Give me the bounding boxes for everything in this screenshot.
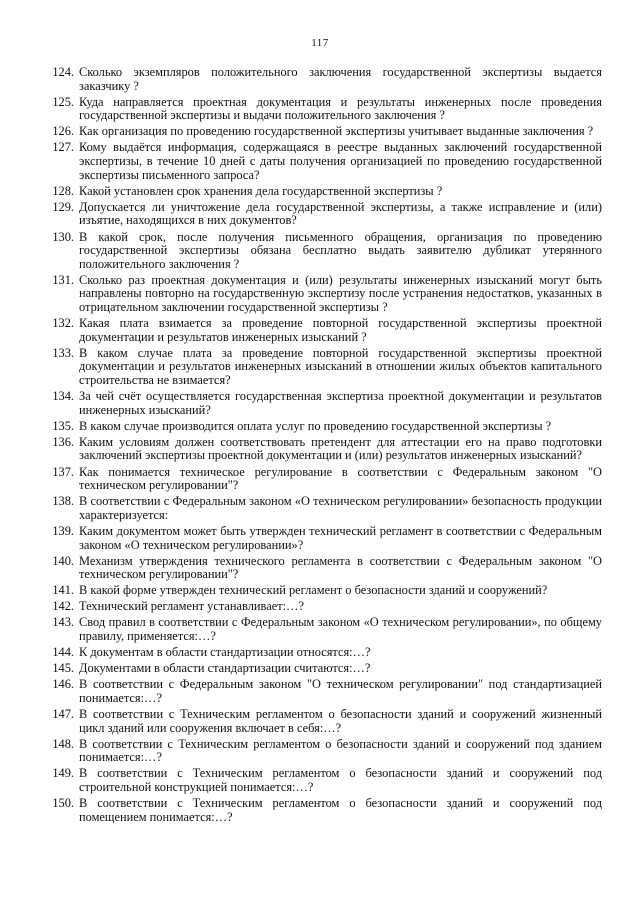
question-number: 135. — [52, 418, 74, 433]
question-number: 139. — [52, 523, 74, 538]
question-number: 147. — [52, 707, 74, 722]
question-text: К документам в области стандартизации относятся:…? — [79, 645, 371, 660]
question-number: 150. — [52, 796, 74, 811]
question-text: В какой форме утвержден технический регламент о безопасности зданий и сооружений? — [79, 583, 548, 598]
question-item — [36, 466, 602, 493]
question-text: Технический регламент устанавливает:…? — [79, 599, 304, 614]
question-item — [36, 125, 602, 139]
question-number: 131. — [52, 272, 74, 287]
question-item — [36, 525, 602, 552]
question-number: 148. — [52, 736, 74, 751]
question-item — [36, 347, 602, 388]
question-item — [36, 66, 602, 93]
page-number: 117 — [311, 37, 329, 49]
question-item — [36, 678, 602, 705]
question-number: 143. — [52, 615, 74, 630]
question-text: В соответствии с Федеральным законом "О техническом регулировании" под стандартизацией понимается:…? — [79, 677, 602, 705]
question-item — [36, 390, 602, 417]
question-item — [36, 274, 602, 315]
question-text: Допускается ли уничтожение дела государственной экспертизы, а также исправление и (или) изъятие, находящихся в них документов? — [79, 199, 602, 228]
question-text: Кому выдаётся информация, содержащаяся в реестре выданных заключений государственной экспертизы, в течение 10 дней с даты получения организацией по проведению государственной экспертизы письменного запроса? — [79, 140, 602, 182]
question-item — [36, 231, 602, 272]
question-item — [36, 767, 602, 794]
question-text: Механизм утверждения технического регламента в соответствии с Федеральным законом "О техническом регулировании"? — [79, 553, 602, 582]
question-number: 129. — [52, 199, 74, 214]
question-number: 144. — [52, 645, 74, 660]
question-list — [36, 66, 602, 827]
question-text: В соответствии с Техническим регламентом о безопасности зданий и сооружений жизненный цикл зданий или сооружения включает в себя:…? — [79, 707, 602, 735]
question-text: Как понимается техническое регулирование в соответствии с Федеральным законом "О техническом регулировании"? — [79, 464, 602, 493]
question-text: В каком случае плата за проведение повторной государственной экспертизы проектной документации и результатов инженерных изысканий в отношении жилых объектов капитального строительства не взимается? — [79, 345, 602, 387]
question-text: Документами в области стандартизации считаются:…? — [79, 661, 371, 676]
question-item — [36, 662, 602, 676]
question-number: 146. — [52, 677, 74, 692]
question-item — [36, 96, 602, 123]
question-text: В каком случае производится оплата услуг по проведению государственной экспертизы ? — [79, 418, 552, 433]
question-item — [36, 495, 602, 522]
question-text: В какой срок, после получения письменного обращения, организация по проведению государственной экспертизы обязана бесплатно выдать заявителю дубликат утерянного положительного заключения ? — [79, 229, 602, 271]
question-text: Сколько раз проектная документация и (или) результаты инженерных изысканий могут быть направлены повторно на государственную экспертизу после устранения недостатков, указанных в отрицательном заключении государственной экспертизы ? — [79, 272, 602, 314]
question-number: 136. — [52, 434, 74, 449]
question-item — [36, 708, 602, 735]
question-text: Как организация по проведению государственной экспертизы учитывает выданные заключения ? — [79, 124, 594, 139]
question-item — [36, 584, 602, 598]
question-text: В соответствии с Техническим регламентом о безопасности зданий и сооружений под строительной конструкцией понимается:…? — [79, 766, 602, 794]
question-number: 134. — [52, 389, 74, 404]
question-number: 142. — [52, 599, 74, 614]
question-number: 128. — [52, 183, 74, 198]
question-number: 138. — [52, 494, 74, 509]
question-number: 140. — [52, 553, 74, 568]
question-number: 145. — [52, 661, 74, 676]
question-number: 133. — [52, 345, 74, 360]
question-number: 132. — [52, 316, 74, 331]
question-number: 130. — [52, 229, 74, 244]
question-number: 126. — [52, 124, 74, 139]
question-number: 127. — [52, 140, 74, 155]
question-item — [36, 600, 602, 614]
question-item — [36, 616, 602, 643]
question-text: Какой установлен срок хранения дела государственной экспертизы ? — [79, 183, 443, 198]
question-item — [36, 797, 602, 824]
question-item — [36, 436, 602, 463]
question-text: Каким условиям должен соответствовать претендент для аттестации его на право подготовки заключений экспертизы проектной документации и (или) результатов инженерных изысканий? — [79, 434, 602, 463]
question-number: 125. — [52, 94, 74, 109]
question-number: 141. — [52, 583, 74, 598]
question-item — [36, 646, 602, 660]
question-text: За чей счёт осуществляется государственная экспертиза проектной документации и результатов инженерных изысканий? — [79, 389, 602, 417]
question-text: Каким документом может быть утвержден технический регламент в соответствии с Федеральным законом «О техническом регулировании»? — [79, 523, 602, 552]
question-text: В соответствии с Техническим регламентом о безопасности зданий и сооружений под зданием понимается:…? — [79, 736, 602, 765]
question-item — [36, 420, 602, 434]
question-item — [36, 201, 602, 228]
question-text: Сколько экземпляров положительного заключения государственной экспертизы выдается заказчику ? — [79, 65, 602, 93]
question-number: 137. — [52, 464, 74, 479]
question-item — [36, 185, 602, 199]
question-text: Свод правил в соответствии с Федеральным законом «О техническом регулировании», по общему правилу, применяется:…? — [79, 615, 602, 644]
question-item — [36, 555, 602, 582]
question-text: В соответствии с Техническим регламентом о безопасности зданий и сооружений под помещением понимается:…? — [79, 796, 602, 824]
question-item — [36, 317, 602, 344]
question-item — [36, 738, 602, 765]
question-item — [36, 141, 602, 182]
question-text: Куда направляется проектная документация и результаты инженерных после проведения государственной экспертизы и выдачи положительного заключения ? — [79, 94, 602, 123]
question-text: В соответствии с Федеральным законом «О техническом регулировании» безопасность продукции характеризуется: — [79, 494, 602, 522]
question-text: Какая плата взимается за проведение повторной государственной экспертизы проектной документации и результатов инженерных изысканий ? — [79, 316, 602, 344]
question-number: 124. — [52, 65, 74, 79]
question-number: 149. — [52, 766, 74, 781]
